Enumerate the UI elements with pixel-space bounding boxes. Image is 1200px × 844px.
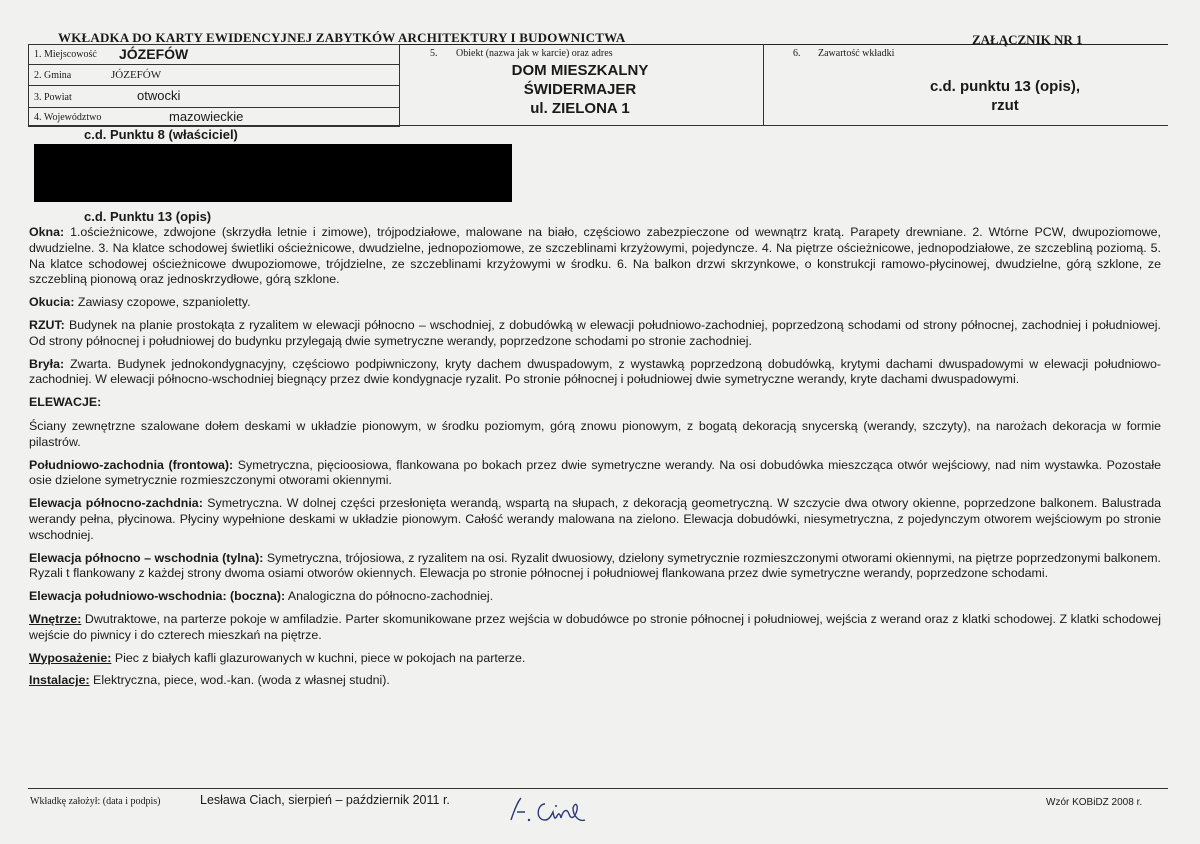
- pn-wsch-label: Elewacja północno – wschodnia (tylna):: [29, 550, 264, 565]
- paragraph-rzut: [29, 318, 1161, 350]
- bryla-label: Bryła:: [29, 356, 65, 371]
- okna-label: Okna:: [29, 225, 65, 239]
- commune-value: JÓZEFÓW: [111, 69, 162, 81]
- contents-column-divider: [763, 44, 764, 125]
- pn-zach-text: Symetryczna. W dolnej części przesłonięta werandą, wspartą na słupach, z dekoracją geometryczną. W szczycie dwa otwory okienne, poprzedzone balkonem. Balustrada werandy pełna, płycinowa. Płyciny wypełnione deskami w układzie pionowym. Całość werandy malowana na zielono. Elewacja dobudówki, niesymetryczna, z pojedynczym otworem wejściowym po stronie wschodniej.: [29, 496, 1162, 542]
- attachment-number: ZAŁĄCZNIK NR 1: [972, 32, 1083, 47]
- instalacje-text: Elektryczna, piece, wod.-kan. (woda z własnej studni).: [89, 673, 390, 688]
- county-value: otwocki: [137, 88, 181, 103]
- owner-section-heading: c.d. Punktu 8 (właściciel): [84, 127, 238, 142]
- object-column-divider: [399, 44, 400, 125]
- pd-wsch-label: Elewacja południowo-wschodnia: (boczna):: [29, 589, 286, 604]
- bryla-text: Zwarta. Budynek jednokondygnacyjny, częściowo podpiwniczony, kryty dachem dwuspadowym, z wystawką poprzedzoną dobudówką, krytymi dachami dwuspadowymi w elewacji południowo-zachodniej. W elewacji północno-wschodniej biegnący przez dwie kondygnacje ryzalit. Po stronie północnej i południowej dwie symetryczne werandy, kryte dachami dwuspadowymi.: [29, 356, 1161, 387]
- paragraph-pd-zach: [29, 458, 1161, 490]
- contents-line-2: rzut: [991, 97, 1019, 114]
- wnetrze-text: Dwutraktowe, na parterze pokoje w amfiladzie. Parter skomunikowane przez wejścia w dobudówce po stronie północnej i południowej, wejścia z werand oraz z klatki schodowej. Z klatki schodowej wejście do piwnicy i do czterech mieszkań na piętrze.: [29, 611, 1161, 642]
- object-address: ul. ZIELONA 1: [530, 100, 630, 117]
- voivodeship-value: mazowieckie: [169, 109, 244, 124]
- handwritten-signature-icon: [505, 790, 595, 830]
- contents-field-label: Zawartość wkładki: [818, 48, 895, 59]
- voivodeship-field: [28, 107, 400, 127]
- paragraph-pn-zach: [29, 496, 1161, 543]
- okucia-text: Zawiasy czopowe, szpanioletty.: [74, 295, 251, 310]
- county-field: [28, 85, 400, 108]
- paragraph-okna: [29, 225, 1161, 288]
- contents-field-number: 6.: [793, 48, 801, 59]
- paragraph-pn-wsch: [29, 551, 1161, 583]
- form-template-id: Wzór KOBiDZ 2008 r.: [1046, 797, 1143, 808]
- pd-zach-label: Południowo-zachodnia (frontowa):: [29, 457, 234, 472]
- description-body: [29, 225, 1161, 696]
- okna-text: 1.ościeżnicowe, zdwojone (skrzydła letnie i zimowe), trójpodziałowe, malowane na biało, częściowo zabezpieczone od wewnątrz kratą. Parapety drewniane. 2. Wtórne PCW, dwupoziomowe, dwudzielne. 3. Na klatce schodowej świetliki ościeżnicowe, dwudzielne, jednopoziomowe, ze szczeblinami krzyżowymi, pojedyncze. 4. Na piętrze ościeżnicowe, jednopodziałowe, ze szczebliną poziomą. 5. Na klatce schodowej ościeżnicowe dwupoziomowe, trójdzielne, ze szczeblinami krzyżowymi w środku. 6. Na balkon drzwi skrzynkowe, o konstrukcji ramowo-płycinowej, dwudzielne, górą szklone, ze szczebliną pionową oraz jednoskrzydłowe, górą szklone.: [29, 225, 1161, 287]
- object-style: ŚWIDERMAJER: [523, 81, 637, 98]
- paragraph-wyposazenie: [29, 651, 1161, 667]
- locality-value: JÓZEFÓW: [119, 46, 189, 62]
- pd-wsch-text: Analogiczna do północno-zachodniej.: [285, 589, 494, 604]
- paragraph-bryla: [29, 357, 1161, 389]
- description-section-heading: c.d. Punktu 13 (opis): [84, 209, 212, 224]
- paragraph-instalacje: [29, 673, 1161, 689]
- object-field-label: Obiekt (nazwa jak w karcie) oraz adres: [456, 48, 613, 59]
- paragraph-elewacje: Ściany zewnętrzne szalowane dołem deskami w układzie pionowym, w środku poziomym, górą znowu pionowym, z bogatą dekoracją snycerską (werandy, szczyty), na narożach dekoracja w formie pilastrów.: [29, 418, 1161, 449]
- object-title: [430, 61, 730, 118]
- pd-zach-text: Symetryczna, pięcioosiowa, flankowana po bokach przez dwie symetryczne werandy. Na osi dobudówka mieszcząca otwór wejściowy, nad nim wystawka. Pozostałe osie dzielone symetrycznie rozmieszczonymi otworami okiennymi.: [29, 457, 1161, 488]
- document-title: WKŁADKA DO KARTY EWIDENCYJNEJ ZABYTKÓW ARCHITEKTURY I BUDOWNICTWA: [58, 30, 626, 45]
- rzut-label: RZUT:: [29, 317, 65, 332]
- elewacje-heading: ELEWACJE:: [29, 395, 102, 410]
- wyposazenie-label: Wyposażenie:: [29, 650, 112, 665]
- object-field-number: 5.: [430, 48, 438, 59]
- wnetrze-label: Wnętrze:: [29, 611, 82, 626]
- header-bottom-rule: [28, 125, 1168, 126]
- paragraph-pd-wsch: [29, 589, 1161, 605]
- locality-label: 1. Miejscowość: [34, 49, 97, 60]
- footer-rule: [28, 788, 1168, 789]
- commune-field: [28, 64, 400, 86]
- contents-value: [860, 77, 1150, 115]
- locality-field: [28, 44, 400, 65]
- object-name: DOM MIESZKALNY: [511, 62, 649, 79]
- redaction-block: [34, 144, 512, 202]
- footer-author-date: Lesława Ciach, sierpień – październik 2011 r.: [200, 793, 450, 807]
- okucia-label: Okucia:: [29, 295, 75, 310]
- pn-wsch-text: Symetryczna, trójosiowa, z ryzalitem na osi. Ryzalit dwuosiowy, dzielony symetrycznie rozmieszczonymi otworami okiennymi, na piętrze poprzedzonymi balkonem. Ryzali t flankowany z każdej strony dwoma osiami otworów okiennych. Elewacja po stronie północnej i południowej flankowana przez dwie symetryczne werandy, poprzedzone schodami.: [29, 550, 1161, 581]
- instalacje-label: Instalacje:: [29, 673, 90, 688]
- voivodeship-label: 4. Województwo: [34, 112, 102, 123]
- footer-label: Wkładkę założył: (data i podpis): [30, 796, 161, 807]
- paragraph-okucia: [29, 295, 1161, 311]
- pn-zach-label: Elewacja północno-zachdnia:: [29, 496, 203, 511]
- county-label: 3. Powiat: [34, 92, 72, 103]
- rzut-text: Budynek na planie prostokąta z ryzalitem w elewacji północno – wschodniej, z dobudówką w elewacji południowo-zachodniej, poprzedzoną schodami od strony północnej, zachodniej i południowej. Od strony północnej i południowej do budynku przylegają dwie symetryczne werandy, poprzedzone schodami po stronie zachodniej.: [29, 317, 1161, 348]
- contents-line-1: c.d. punktu 13 (opis),: [929, 78, 1080, 95]
- wyposazenie-text: Piec z białych kafli glazurowanych w kuchni, piece w pokojach na parterze.: [111, 650, 526, 665]
- paragraph-wnetrze: [29, 612, 1161, 644]
- commune-label: 2. Gmina: [34, 70, 72, 81]
